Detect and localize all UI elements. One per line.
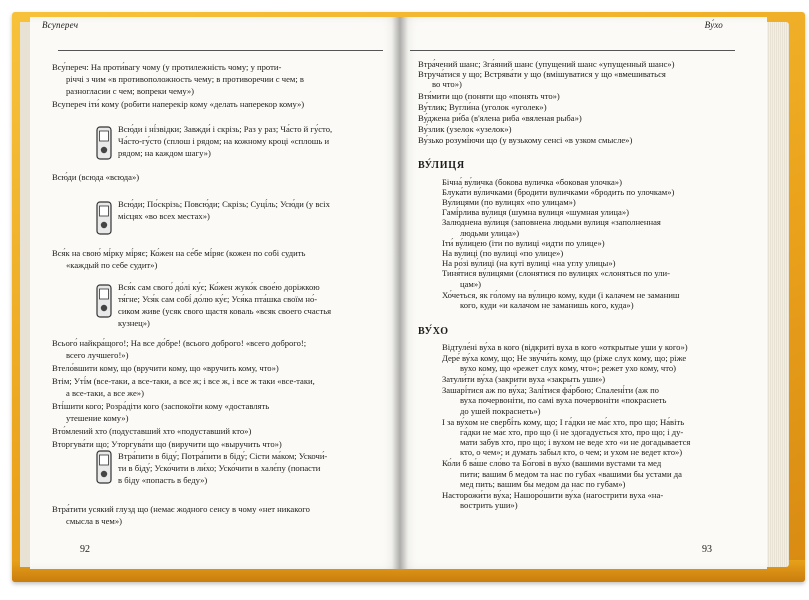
right-text-line: Відтуле́ні ву́ха в кого (відкриті вуха в кого «открытые уши у кого») bbox=[442, 341, 688, 352]
right-text-line: людьми улица») bbox=[460, 227, 520, 238]
right-text-line: Гамі́рлива ву́лиця (шумна вулиця «шумная улица») bbox=[442, 207, 630, 218]
right-text-line: На ро́зі ву́лиці (на куті вулиці «на углу улицы») bbox=[442, 258, 616, 269]
right-text-line: Бічна́ ву́личка (бокова вуличка «боковая улочка») bbox=[442, 176, 622, 187]
left-text-line: Втело́вшити кому, що (вручити кому, що «вручить кому, что») bbox=[52, 363, 279, 373]
left-text-line: місцях «во всех местах») bbox=[118, 211, 210, 221]
left-text-line: Вті́шити кого; Розра́діти кого (заспокоїти кому «доставлять bbox=[52, 401, 270, 411]
right-text-line: во что») bbox=[432, 79, 462, 90]
left-text-line: Вторгува́ти що; Уторгува́ти що (виручити що «выручить что») bbox=[52, 439, 282, 449]
right-text-line: цам») bbox=[460, 278, 482, 289]
section-heading: ВУ́ЛИЦЯ bbox=[418, 160, 465, 172]
right-text-line: Тиня́тися ву́лицями (слонятися по вулицях «слоняться по ули- bbox=[442, 268, 671, 279]
phone-icon bbox=[96, 126, 112, 160]
left-text-line: всего лучшего!») bbox=[66, 350, 129, 360]
section-heading: ВУ́ХО bbox=[418, 326, 449, 338]
right-text-line: Ву́злик (узелок «узелок») bbox=[418, 123, 512, 134]
right-text-line: І за ву́хом не свербі́ть кому, що; І га́дки не ма́є хто, про що; На́віть bbox=[442, 416, 685, 427]
left-text-line: Всю́ди (всюда «всюда») bbox=[52, 172, 140, 182]
left-text-line: Всю́ди і ні́звідки; Завжди́ і скрізь; Раз у раз; Ча́сто й гу́сто, bbox=[118, 124, 333, 134]
left-text-line: ти в біду́; Уско́чити в ли́хо; Уско́чити в халє́пу (попасти bbox=[118, 463, 321, 473]
page-number: 93 bbox=[702, 544, 712, 555]
left-text-line: Втім; Уті́м (все-таки, а все-таки, а все ж; і все ж, і все ж таки «все-таки, bbox=[52, 376, 315, 386]
right-text-line: га́дки не ма́є хто, про що (і не здогадується хто, про що; і ду- bbox=[460, 426, 684, 437]
phone-icon bbox=[96, 284, 112, 318]
right-text-line: Затули́ти ву́ха (закрити вуха «закрыть уши») bbox=[442, 374, 606, 384]
header-rule bbox=[410, 50, 735, 51]
left-text-line: «каждый по себе судит») bbox=[66, 260, 158, 270]
right-text-line: Зашарі́тися аж по ву́ха; Залі́тися фа́рбою; Спалені́ти (аж по bbox=[442, 385, 659, 396]
right-text-line: Насторожи́ти ву́ха; Нашоро́шити ву́ха (нагострити вуха «на- bbox=[442, 489, 664, 500]
left-text-line: Всього́ найкра́щого!; На все до́бре! (всього доброго! «всего доброго!; bbox=[52, 338, 307, 348]
left-text-line: Вто́млений хто (подуставший хто «подуставший кто») bbox=[52, 426, 252, 436]
right-text-line: вострить уши») bbox=[460, 500, 518, 510]
left-text-line: Ча́сто-гу́сто (сплош і рядом; на кожному кроці «сплошь и bbox=[118, 136, 330, 146]
right-text-line: мати забув хто, про що; і вухом не веде хто «и не догадывается bbox=[460, 437, 691, 447]
left-text-line: а все-таки, а все же») bbox=[66, 388, 144, 398]
running-head-left: Всупереч bbox=[42, 20, 79, 30]
left-text-line: разногласии с чем; вопреки чему») bbox=[66, 86, 194, 96]
left-text-line: Втра́тити усякий глузд що (немає жодного сенсу в чому «нет никакого bbox=[52, 504, 310, 514]
right-text-line: Дере́ ву́ха кому, що; Не зву́чи́ть кому, що (ріже слух кому, що; ріже bbox=[442, 352, 687, 363]
right-text-line: вухо кому, що «режет слух кому, что»; режет ухо кому, что) bbox=[460, 362, 677, 373]
right-text-line: мед пить; вашим бы медом да нас по губам») bbox=[460, 478, 626, 489]
right-text-line: пити; вашим б медом та нас по губах «вашими бы устами да bbox=[460, 468, 682, 479]
right-text-line: Ву́лицями (по вулицях «по улицам») bbox=[442, 196, 576, 207]
left-text-line: сиком живе (усяк свого щастя коваль «всяк своего счастья bbox=[118, 306, 332, 316]
left-text-line: кузнец») bbox=[118, 318, 150, 328]
right-text-line: Ко́ли б ва́ше сло́во та Бо́гові в ву́хо (вашими вустами та мед bbox=[442, 458, 662, 469]
page-stack-right bbox=[767, 22, 789, 567]
right-text-line: кого, куди «и калачом не заманишь кого, куда») bbox=[460, 299, 634, 310]
right-text-line: Залю́днена ву́лиця (заповнена людьми вулиця «заполненная bbox=[442, 217, 661, 228]
right-text-line: вуха почервоніти, по самі вуха почервоніти «покраснеть bbox=[460, 395, 667, 406]
right-text-line: Втра́чений шанс; Зга́яний шанс (упущений шанс «упущенный шанс») bbox=[418, 59, 675, 69]
page-stack-left bbox=[20, 22, 30, 567]
right-text-line: Втруча́тися у що; Встрява́ти у що (вмішуватися у що «вмешиваться bbox=[418, 69, 666, 80]
right-text-line: Хо́четься, як го́лому на ву́лицю кому, куди (і калачем не заманиш bbox=[442, 289, 680, 300]
left-text-line: річчі з чим «в противоположность чему; в противоречии с чем; в bbox=[66, 74, 304, 84]
left-text-line: смысла в чем») bbox=[66, 516, 123, 526]
left-text-line: Вся́к сам свого́ до́лі ку́є; Ко́жен жуко́к свое́ю доріжкою bbox=[118, 282, 320, 292]
right-text-line: На ву́лиці (по вулиці «по улице») bbox=[442, 248, 564, 258]
left-text-line: в біду «попасть в беду») bbox=[118, 475, 208, 485]
right-text-line: Ву́зько розумі́ючи що (у вузькому сенсі «в узком смысле») bbox=[418, 134, 633, 145]
right-text-line: Ву́джена ри́ба (в'ялена риба «вяленая рыба») bbox=[418, 112, 582, 123]
header-rule bbox=[58, 50, 383, 51]
right-text-line: Іти́ ву́лицею (іти по вулиці «идти по улице») bbox=[442, 237, 605, 248]
right-text-line: до ушей покраснеть») bbox=[460, 405, 541, 416]
phone-icon bbox=[96, 450, 112, 484]
page-number: 92 bbox=[80, 544, 90, 555]
right-text-line: Блука́ти ву́личками (бродити вуличками «бродить по улочкам») bbox=[442, 186, 675, 197]
right-text-line: Ву́тлик; Вугли́на (уголок «уголек») bbox=[418, 101, 547, 112]
left-text-line: рядом; на каждом шагу») bbox=[118, 148, 211, 158]
book-gutter bbox=[392, 17, 408, 569]
left-text-line: утешение кому») bbox=[66, 413, 129, 423]
left-text-line: тя́гне; Уся́к сам собі́ до́лю ку́є; Уся́ка пта́шка своїм но́- bbox=[118, 294, 318, 304]
left-text-line: Втра́пити в біду́; Потра́пити в біду́; Сісти ма́ком; Ускочи́- bbox=[118, 451, 328, 461]
left-text-line: Вся́к на свою́ мі́рку мі́ряє; Ко́жен на се́бе мі́ряє (кожен по собі судить bbox=[52, 248, 306, 258]
right-text-line: кто, о чем»; и думать забыл кто, о чем; и ухом не ведет кто») bbox=[460, 447, 683, 458]
left-text-line: Всу́переч: На проти́вагу чому (у протилежність чому; у проти- bbox=[52, 62, 282, 72]
left-text-line: Всю́ди; По́скрізь; Повсю́ди; Скрізь; Суці́ль; Усю́ди (у всіх bbox=[118, 199, 330, 209]
running-head-right: Ву́хо bbox=[704, 20, 723, 30]
right-text-line: Втя́мити що (поняти що «понять что») bbox=[418, 90, 560, 101]
left-text-line: Всупереч іти́ кому (робити наперекір кому «делать наперекор кому») bbox=[52, 99, 305, 109]
phone-icon bbox=[96, 201, 112, 235]
